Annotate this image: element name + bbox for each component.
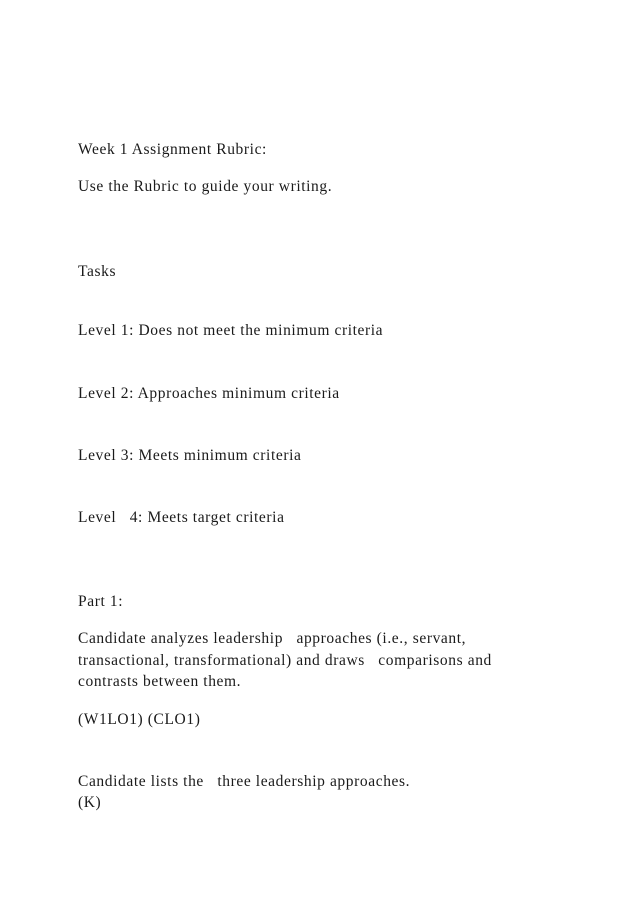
level-3-label: Level 3: Meets minimum criteria <box>78 447 302 464</box>
part-description-line-3: contrasts between them. <box>78 673 242 690</box>
criterion-line-1: Candidate lists the three leadership approaches. <box>78 773 411 790</box>
criterion-line-2: (K) <box>78 794 102 811</box>
level-1-label: Level 1: Does not meet the minimum criteria <box>78 322 384 339</box>
tasks-heading: Tasks <box>78 263 117 280</box>
part-description-line-1: Candidate analyzes leadership approaches (i.e., servant, <box>78 630 467 647</box>
level-4-label: Level 4: Meets target criteria <box>78 509 285 526</box>
level-2-label: Level 2: Approaches minimum criteria <box>78 385 340 402</box>
rubric-title: Week 1 Assignment Rubric: <box>78 141 267 158</box>
part-heading: Part 1: <box>78 593 124 610</box>
learning-objectives: (W1LO1) (CLO1) <box>78 711 201 728</box>
part-description-line-2: transactional, transformational) and draws comparisons and <box>78 652 492 669</box>
rubric-instruction: Use the Rubric to guide your writing. <box>78 178 333 195</box>
